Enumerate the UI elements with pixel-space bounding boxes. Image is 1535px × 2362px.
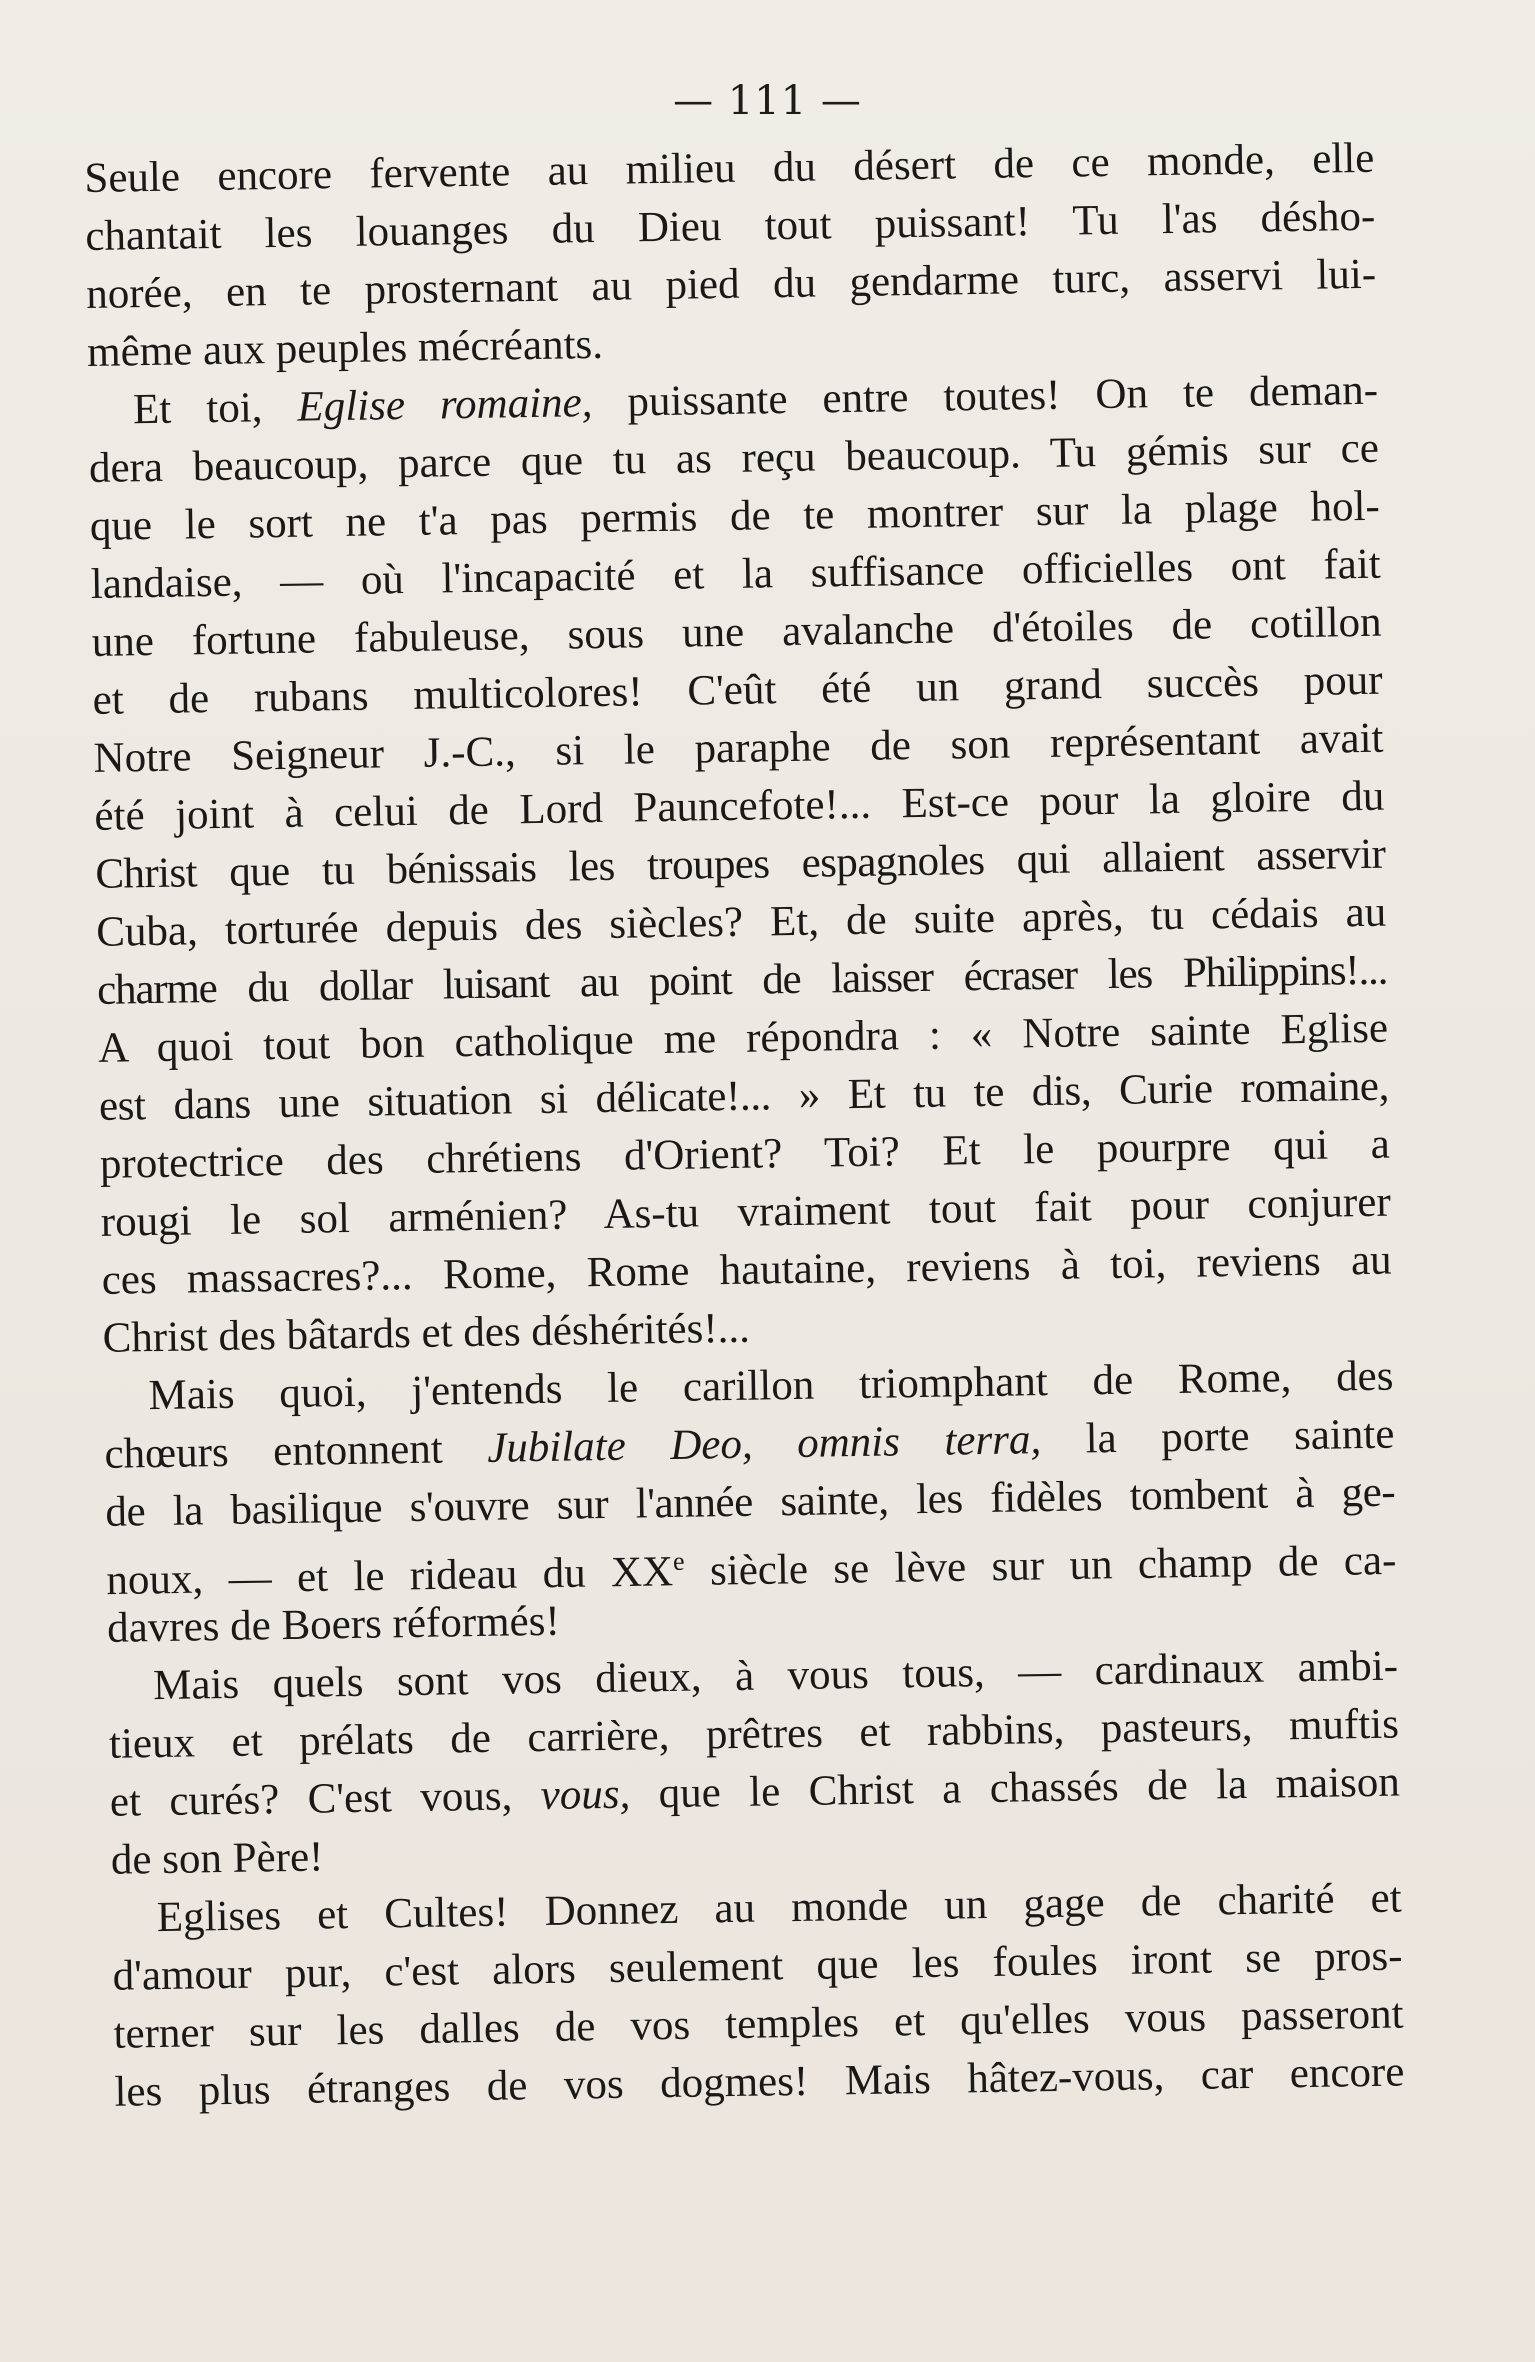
page-number: — 111 —	[673, 78, 862, 124]
text-line: Christ des bâtards et des déshérités!...	[102, 1304, 751, 1362]
text-line: Cuba, torturée depuis des siècles? Et, de suite après, tu cédais au	[95, 888, 1387, 956]
text-line: norée, en te prosternant au pied du gendarme turc, asservi lui-	[85, 250, 1377, 318]
text-line: et de rubans multicolores! C'eût été un grand succès pour	[92, 656, 1383, 724]
text-line: landaise, — où l'incapacité et la suffisance officielles ont fait	[90, 540, 1382, 608]
text-line: Christ que tu bénissais les troupes espagnoles qui allaient asservir	[95, 830, 1386, 898]
text-line: tieux et prélats de carrière, prêtres et rabbins, pasteurs, muftis	[108, 1700, 1400, 1768]
text-line: Notre Seigneur J.-C., si le paraphe de son représentant avait	[93, 714, 1384, 782]
text-line: terner sur les dalles de vos temples et qu'elles vous passeront	[113, 1990, 1404, 2058]
italic-phrase: Eglise romaine,	[297, 379, 593, 431]
text-line: d'amour pur, c'est alors seulement que les foules iront se pros-	[112, 1932, 1403, 2000]
text-line: les plus étranges de vos dogmes! Mais hâtez-vous, car encore	[114, 2048, 1405, 2116]
text-line: Et toi, Eglise romaine, puissante entre toutes! On te deman-	[132, 366, 1379, 434]
text-line: Mais quoi, j'entends le carillon triomphant de Rome, des	[148, 1352, 1394, 1420]
text-line: chœurs entonnent Jubilate Deo, omnis terra, la porte sainte	[104, 1410, 1395, 1478]
superscript: e	[672, 1546, 685, 1576]
text-line: est dans une situation si délicate!... » Et tu te dis, Curie romaine,	[98, 1062, 1390, 1130]
body-text	[84, 130, 1405, 2122]
text-line: chantait les louanges du Dieu tout puissant! Tu l'as désho-	[84, 192, 1376, 260]
text-line: rougi le sol arménien? As-tu vraiment tout fait pour conjurer	[100, 1178, 1392, 1246]
text-line: charme du dollar luisant au point de laisser écraser les Philippins!...	[96, 946, 1388, 1014]
text-line: dera beaucoup, parce que tu as reçu beaucoup. Tu gémis sur ce	[88, 424, 1380, 492]
text-line: Mais quels sont vos dieux, à vous tous, — cardinaux ambi-	[152, 1642, 1399, 1710]
text-line: et curés? C'est vous, vous, que le Christ a chassés de la maison	[109, 1758, 1401, 1826]
text-line: protectrice des chrétiens d'Orient? Toi? Et le pourpre qui a	[99, 1120, 1391, 1188]
text-line: de la basilique s'ouvre sur l'année sainte, les fidèles tombent à ge-	[105, 1468, 1396, 1536]
text-line: été joint à celui de Lord Pauncefote!... Est-ce pour la gloire du	[94, 772, 1385, 840]
text-line: que le sort ne t'a pas permis de te montrer sur la plage hol-	[89, 482, 1381, 550]
text-line: Eglises et Cultes! Donnez au monde un gage de charité et	[156, 1874, 1402, 1942]
italic-phrase: Jubilate Deo, omnis terra,	[486, 1416, 1042, 1472]
text-line: ces massacres?... Rome, Rome hautaine, reviens à toi, reviens au	[101, 1236, 1392, 1304]
text-line: Seule encore fervente au milieu du désert de ce monde, elle	[84, 134, 1375, 202]
text-line: de son Père!	[110, 1833, 324, 1884]
italic-phrase: vous,	[540, 1770, 631, 1820]
text-line: une fortune fabuleuse, sous une avalanche d'étoiles de cotillon	[91, 598, 1382, 666]
text-line: noux, — et le rideau du XXe siècle se lève sur un champ de ca-	[106, 1536, 1397, 1605]
text-line: A quoi tout bon catholique me répondra : « Notre sainte Eglise	[97, 1004, 1389, 1072]
text-line: même aux peuples mécréants.	[86, 320, 604, 376]
text-line: davres de Boers réformés!	[106, 1597, 561, 1652]
